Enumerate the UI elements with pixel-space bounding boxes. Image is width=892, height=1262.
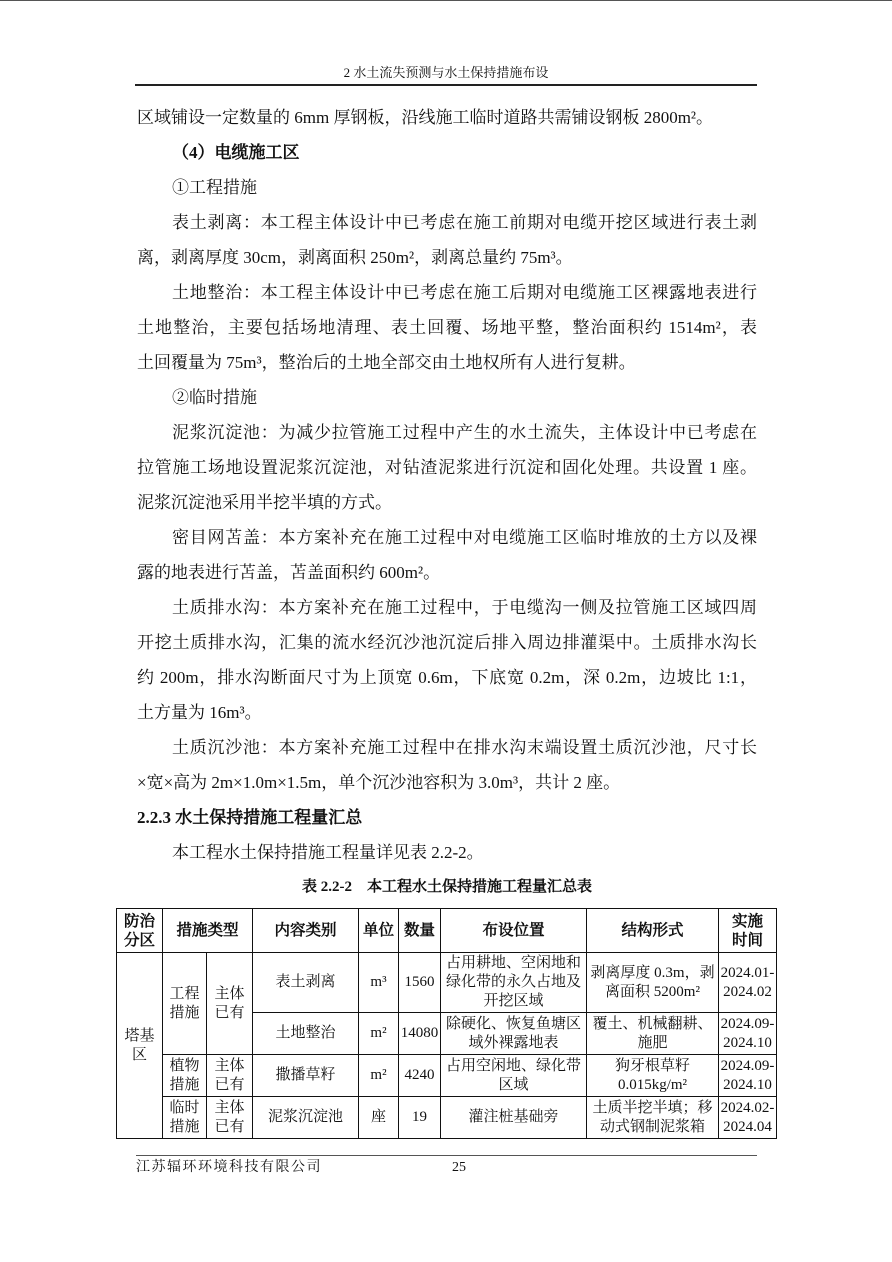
mud-settling-pond-line: 拉管施工场地设置泥浆沉淀池，对钻渣泥浆进行沉淀和固化处理。共设置 1 座。	[137, 458, 757, 477]
land-consolidation-line: 土地整治：本工程主体设计中已考虑在施工后期对电缆施工区裸露地表进行	[172, 283, 757, 302]
table-cell-period: 2024.01-2024.02	[719, 953, 777, 1013]
table-header-structure: 结构形式	[587, 909, 719, 953]
table-header-content: 内容类别	[253, 909, 359, 953]
table-cell-measure-source: 主体已有	[207, 953, 253, 1055]
earth-drainage-ditch-line: 开挖土质排水沟，汇集的流水经沉沙池沉淀后排入周边排灌渠中。土质排水沟长	[137, 633, 757, 652]
earth-sediment-basin-line: 土质沉沙池：本方案补充施工过程中在排水沟末端设置土质沉沙池，尺寸长	[172, 738, 757, 757]
table-cell-period: 2024.09-2024.10	[719, 1055, 777, 1097]
table-reference: 本工程水土保持措施工程量详见表 2.2-2。	[172, 843, 484, 862]
dense-mesh-cover-line: 露的地表进行苫盖，苫盖面积约 600m²。	[137, 563, 441, 582]
table-cell-location: 占用空闲地、绿化带区域	[441, 1055, 587, 1097]
table-row	[117, 953, 777, 1013]
table-cell-structure: 覆土、机械翻耕、施肥	[587, 1013, 719, 1055]
earth-sediment-basin-line: ×宽×高为 2m×1.0m×1.5m，单个沉沙池容积为 3.0m³，共计 2 座。	[137, 773, 621, 792]
table-header-location: 布设位置	[441, 909, 587, 953]
mud-settling-pond-line: 泥浆沉淀池采用半挖半填的方式。	[137, 493, 392, 512]
table-row	[117, 1055, 777, 1097]
table-cell-quantity: 4240	[399, 1055, 441, 1097]
earth-drainage-ditch-line: 土质排水沟：本方案补充在施工过程中，于电缆沟一侧及拉管施工区域四周	[172, 598, 757, 617]
dense-mesh-cover-line: 密目网苫盖：本方案补充在施工过程中对电缆施工区临时堆放的土方以及裸	[172, 528, 757, 547]
earth-drainage-ditch-line: 约 200m，排水沟断面尺寸为上顶宽 0.6m，下底宽 0.2m，深 0.2m，边坡比 1:1，	[137, 668, 757, 687]
table-cell-quantity: 1560	[399, 953, 441, 1013]
header-rule	[135, 84, 757, 86]
mud-settling-pond-line: 泥浆沉淀池：为减少拉管施工过程中产生的水土流失，主体设计中已考虑在	[172, 423, 757, 442]
engineering-measures-title: ①工程措施	[172, 178, 257, 197]
table-cell-location: 除硬化、恢复鱼塘区域外裸露地表	[441, 1013, 587, 1055]
table-header-unit: 单位	[359, 909, 399, 953]
page-number: 25	[452, 1160, 466, 1175]
table-cell-content: 土地整治	[253, 1013, 359, 1055]
earth-drainage-ditch-line: 土方量为 16m³。	[137, 703, 262, 722]
temporary-measures-title: ②临时措施	[172, 388, 257, 407]
table-cell-content: 泥浆沉淀池	[253, 1097, 359, 1139]
table-cell-zone: 塔基区	[117, 953, 163, 1139]
table-cell-measure-type: 临时措施	[163, 1097, 207, 1139]
running-header: 2 水土流失预测与水土保持措施布设	[343, 65, 549, 80]
page-top-edge	[0, 0, 892, 1]
table-cell-structure: 土质半挖半填；移动式钢制泥浆箱	[587, 1097, 719, 1139]
table-cell-quantity: 14080	[399, 1013, 441, 1055]
table-caption: 表 2.2-2 本工程水土保持措施工程量汇总表	[302, 879, 592, 895]
footer-company: 江苏辐环环境科技有限公司	[136, 1160, 322, 1175]
table-cell-unit: m²	[359, 1013, 399, 1055]
table-cell-period: 2024.02-2024.04	[719, 1097, 777, 1139]
table-header-period: 实施时间	[719, 909, 777, 953]
section-heading: 2.2.3 水土保持措施工程量汇总	[137, 808, 363, 827]
table-cell-content: 撒播草籽	[253, 1055, 359, 1097]
topsoil-stripping-line: 表土剥离：本工程主体设计中已考虑在施工前期对电缆开挖区域进行表土剥	[172, 213, 757, 232]
table-cell-location: 灌注桩基础旁	[441, 1097, 587, 1139]
table-cell-measure-type: 工程措施	[163, 953, 207, 1055]
land-consolidation-line: 土回覆量为 75m³，整治后的土地全部交由土地权所有人进行复耕。	[137, 353, 636, 372]
table-header-quantity: 数量	[399, 909, 441, 953]
section-title: （4）电缆施工区	[172, 143, 300, 162]
table-cell-unit: m³	[359, 953, 399, 1013]
table-header-measure-type: 措施类型	[163, 909, 253, 953]
table-cell-location: 占用耕地、空闲地和绿化带的永久占地及开挖区域	[441, 953, 587, 1013]
table-cell-measure-source: 主体已有	[207, 1055, 253, 1097]
table-cell-structure: 剥离厚度 0.3m，剥离面积 5200m²	[587, 953, 719, 1013]
table-row	[117, 1097, 777, 1139]
body-text	[137, 100, 757, 905]
footer-rule	[136, 1155, 757, 1156]
table-cell-measure-type: 植物措施	[163, 1055, 207, 1097]
table-cell-structure: 狗牙根草籽 0.015kg/m²	[587, 1055, 719, 1097]
table-cell-unit: m²	[359, 1055, 399, 1097]
table-cell-period: 2024.09-2024.10	[719, 1013, 777, 1055]
table-header-row	[117, 909, 777, 953]
table-header-zone: 防治分区	[117, 909, 163, 953]
table-cell-content: 表土剥离	[253, 953, 359, 1013]
land-consolidation-line: 土地整治，主要包括场地清理、表土回覆、场地平整，整治面积约 1514m²，表	[137, 318, 757, 337]
table-cell-unit: 座	[359, 1097, 399, 1139]
paragraph-continuation: 区域铺设一定数量的 6mm 厚钢板，沿线施工临时道路共需铺设钢板 2800m²。	[137, 108, 714, 127]
topsoil-stripping-line: 离，剥离厚度 30cm，剥离面积 250m²，剥离总量约 75m³。	[137, 248, 573, 267]
table-cell-measure-source: 主体已有	[207, 1097, 253, 1139]
table-cell-quantity: 19	[399, 1097, 441, 1139]
measures-summary-table	[116, 908, 777, 1139]
